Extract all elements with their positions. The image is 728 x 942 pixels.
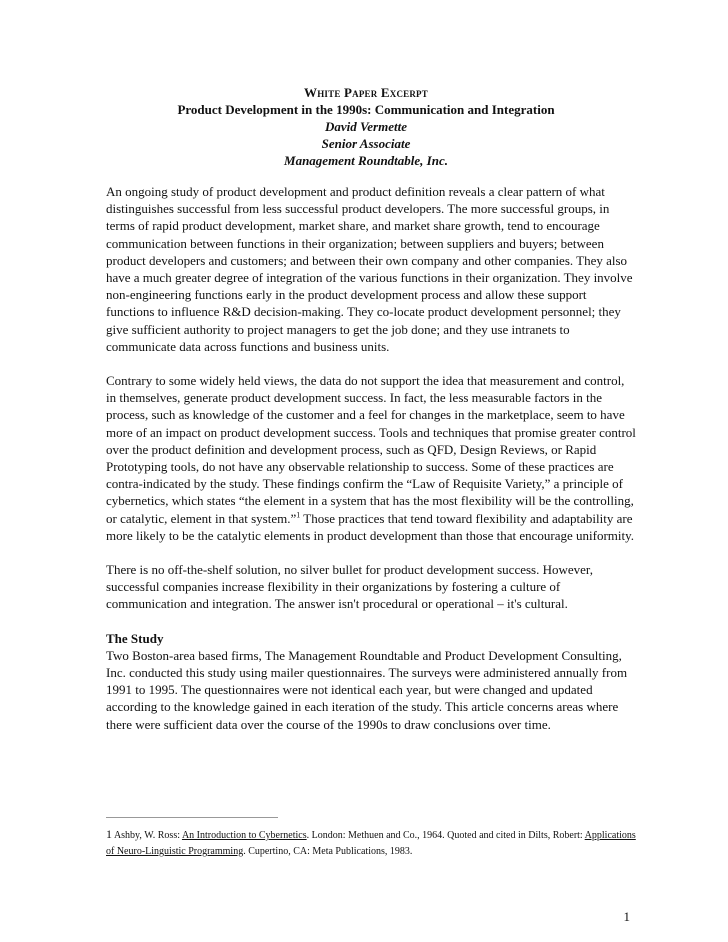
author-role: Senior Associate — [321, 136, 411, 151]
document-title: Product Development in the 1990s: Communication and Integration — [177, 102, 555, 117]
paragraph-intro: An ongoing study of product development and product definition reveals a clear pattern of what distinguishes successful from less successful product developers. The more successful groups, in terms of rapid product development, market share, and market share growth, tend to encourage communication between functions in their organization; between suppliers and buyers; between product developers and customers; and between their own company and other companies. They also have a much greater degree of integration of the various functions in their organization. They involve non-engineering functions early in the product development process and allow these support functions to influence R&D decision-making. They co-locate product development personnel; they give sufficient authority to project managers to get the job done; and they use intranets to communicate data across functions and business units. — [106, 184, 633, 354]
section-heading-study: The Study — [106, 630, 164, 646]
footnote-text-3: . Cupertino, CA: Meta Publications, 1983. — [243, 846, 413, 857]
footnote-number: 1 — [106, 827, 112, 841]
document-body — [106, 183, 636, 750]
footnote-book-title-1: An Introduction to Cybernetics — [181, 830, 307, 841]
footnote — [106, 826, 636, 860]
author-name: David Vermette — [325, 119, 407, 134]
footnote-book-title-2: Applications of Neuro-Linguistic Programming — [106, 830, 636, 857]
paragraph-study: Two Boston-area based firms, The Management Roundtable and Product Development Consulting, Inc. conducted this study using mailer questionnaires. The surveys were administered annually from 1991 to 1995. The questionnaires were not identical each year, but were changed and updated according to the knowledge gained in each iteration of the study. This article concerns areas where there were sufficient data over the course of the 1990s to draw conclusions over time. — [106, 647, 628, 732]
document-label: White Paper Excerpt — [304, 85, 428, 100]
page-number: 1 — [623, 909, 630, 924]
footnote-text-1: Ashby, W. Ross: — [112, 830, 182, 841]
footnote-divider — [106, 817, 278, 818]
document-header — [106, 84, 626, 169]
paragraph-conclusion: There is no off-the-shelf solution, no silver bullet for product development success. However, successful companies increase flexibility in their organizations by fostering a culture of communication and integration. The answer isn't procedural or operational – it's cultural. — [106, 562, 593, 612]
paragraph-findings-text: Contrary to some widely held views, the data do not support the idea that measurement and control, in themselves, generate product development success. In fact, the less measurable factors in the process, such as knowledge of the customer and a feel for changes in the marketplace, seem to have more of an impact on product development success. Tools and techniques that promise greater control over the product definition and development process, such as QFD, Design Reviews, or Rapid Prototyping tools, do not have any observable relationship to success. Some of these practices are contra-indicated by the study. These findings confirm the “Law of Requisite Variety,” a principle of cybernetics, which states “the element in a system that has the most flexibility will be the controlling, or catalytic, element in that system.” — [106, 373, 636, 526]
footnote-text-2: . London: Methuen and Co., 1964. Quoted and cited in Dilts, Robert: — [306, 830, 585, 841]
author-organization: Management Roundtable, Inc. — [284, 153, 448, 168]
paragraph-findings — [106, 372, 636, 544]
footnote-reference: 1 — [296, 510, 301, 520]
paragraph-findings-text-continued: Those practices that tend toward flexibility and adaptability are more likely to be the catalytic elements in product development than those that encourage uniformity. — [106, 510, 635, 543]
